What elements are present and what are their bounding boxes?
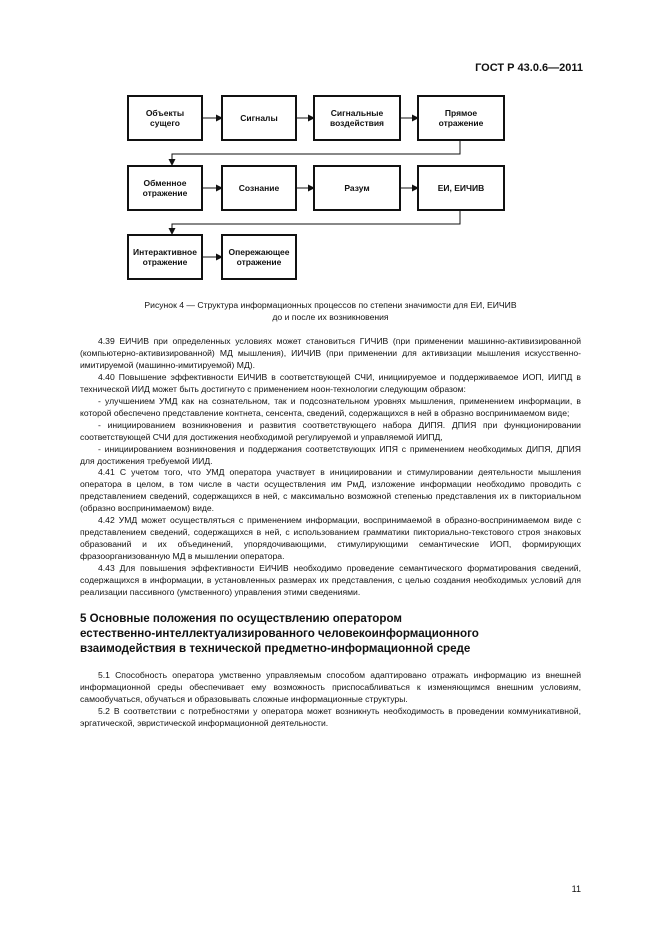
box-label: отражение [438,118,484,128]
box-label: Сигнальные [330,108,384,118]
caption-line-1: Рисунок 4 — Структура информационных процессов по степени значимости для ЕИ, ЕИЧИВ [144,300,517,310]
box-signal-impacts [314,96,400,140]
paragraph-4-42: 4.42 УМД может осуществляться с применением информации, воспринимаемой в образно-воспринимаемом виде с представлением сведений, содержащихся в ней, с использованием грамматики пиктoриально-текстового строя знаковых образований и их объединений, упорядочивающими, стимулирующими семантические ИОП, формирующих фразоорганизованную МД в мышлении оператора. [80,515,581,562]
figure-caption [80,300,581,323]
paragraph-5-1: 5.1 Способность оператора умственно управляемым способом адаптировано отражать информацию из внешней информационной среды обеспечивает ему возможность приспосабливаться к изменяющимся внешним условиям, самообучаться, обучаться и образовывать сложные информационные структуры. [80,669,581,704]
box-label: Опережающее [228,247,290,257]
box-label: Объекты [145,108,185,118]
box-reason [314,166,400,210]
arrow-direct-to-exchange [172,140,460,165]
caption-line-2: до и после их возникновения [272,311,389,322]
box-ei-eichiv [418,166,504,210]
section-title-line-2: естественно-интеллектуализированного человекоинформационного [80,626,479,640]
list-item: - инициированием возникновения и развития соответствующего набора ДИПЯ. ДПИЯ при функционировании соответствующей СЧИ для достижения необходимой регулируемой и управляемой ИИПД, [80,419,581,442]
box-consciousness [222,166,296,210]
box-label: ЕИ, ЕИЧИВ [437,183,485,193]
paragraph-4-41: 4.41 С учетом того, что УМД оператора участвует в инициировании и стимулировании деятельности мышления оператора в целом, в том числе в части осуществления им РмД, изложение информации необходимо проводить с представлением сведений, содержащихся в ней, с максимально возможной степенью представления их в пиктoриальном (образно воспринимаемом) виде. [80,467,581,514]
box-label: Интерактивное [133,247,197,257]
box-label: Обменное [143,178,187,188]
arrow-ei-to-interactive [172,210,460,234]
paragraph-4-43: 4.43 Для повышения эффективности ЕИЧИВ необходимо проведение семантического форматирования сведений, содержащихся в информации, в установленных размерах их представления, с целью создания необходимых условий для реализации пассивного (умственного) управления этими сведениями. [80,563,581,598]
page-number: 11 [571,884,581,894]
box-signals [222,96,296,140]
box-label: отражение [142,257,188,267]
box-label: Сознание [238,183,280,193]
document-body [80,336,581,730]
paragraph-5-2: 5.2 В соответствии с потребностями у оператора может возникнуть необходимость в проведении коммуникативной, эргатической, эвристической информационной деятельности. [80,705,581,728]
process-structure-diagram [0,0,661,300]
section-5-title [80,611,581,656]
box-objects [128,96,202,140]
box-label: сущего [150,118,180,128]
list-item: - инициированием возникновения и поддержания соответствующих ИПЯ с применением необходимых ДИПЯ, ДПИЯ для достижения требуемой ИИД. [80,443,581,466]
box-interactive-reflection [128,235,202,279]
box-anticipatory-reflection [222,235,296,279]
box-label: Разум [344,183,370,193]
section-title-line-1: 5 Основные положения по осуществлению оператором [80,611,402,625]
box-label: отражение [142,188,188,198]
box-label: отражение [236,257,282,267]
box-label: Прямое [444,108,478,118]
paragraph-4-40: 4.40 Повышение эффективности ЕИЧИВ в соответствующей СЧИ, инициируемое и поддерживаемое ИОП, ИИПД в технической ИИД может быть достигнуто с применением ноон-технологии следующим образом: [80,371,581,394]
box-exchange-reflection [128,166,202,210]
box-label: воздействия [329,118,385,128]
paragraph-4-39: 4.39 ЕИЧИВ при определенных условиях может становиться ГИЧИВ (при применении машинно-активизированной (компьютерно-активизированной) МД мышления), ИИЧИВ (при применении для активизации мышления искусственно-имитируемой (машинно-имитируемой) МД). [80,336,581,370]
box-direct-reflection [418,96,504,140]
section-title-line-3: взаимодействия в технической предметно-информационной среде [80,641,471,655]
document-number: ГОСТ Р 43.0.6—2011 [475,62,583,74]
list-item: - улучшением УМД как на сознательном, так и подсознательном уровнях мышления, применением информации, в которой обеспечено представление контнета, сенсента, сведений, содержащихся в ней в образно воспринимаемом виде; [80,395,581,418]
box-label: Сигналы [240,113,278,123]
